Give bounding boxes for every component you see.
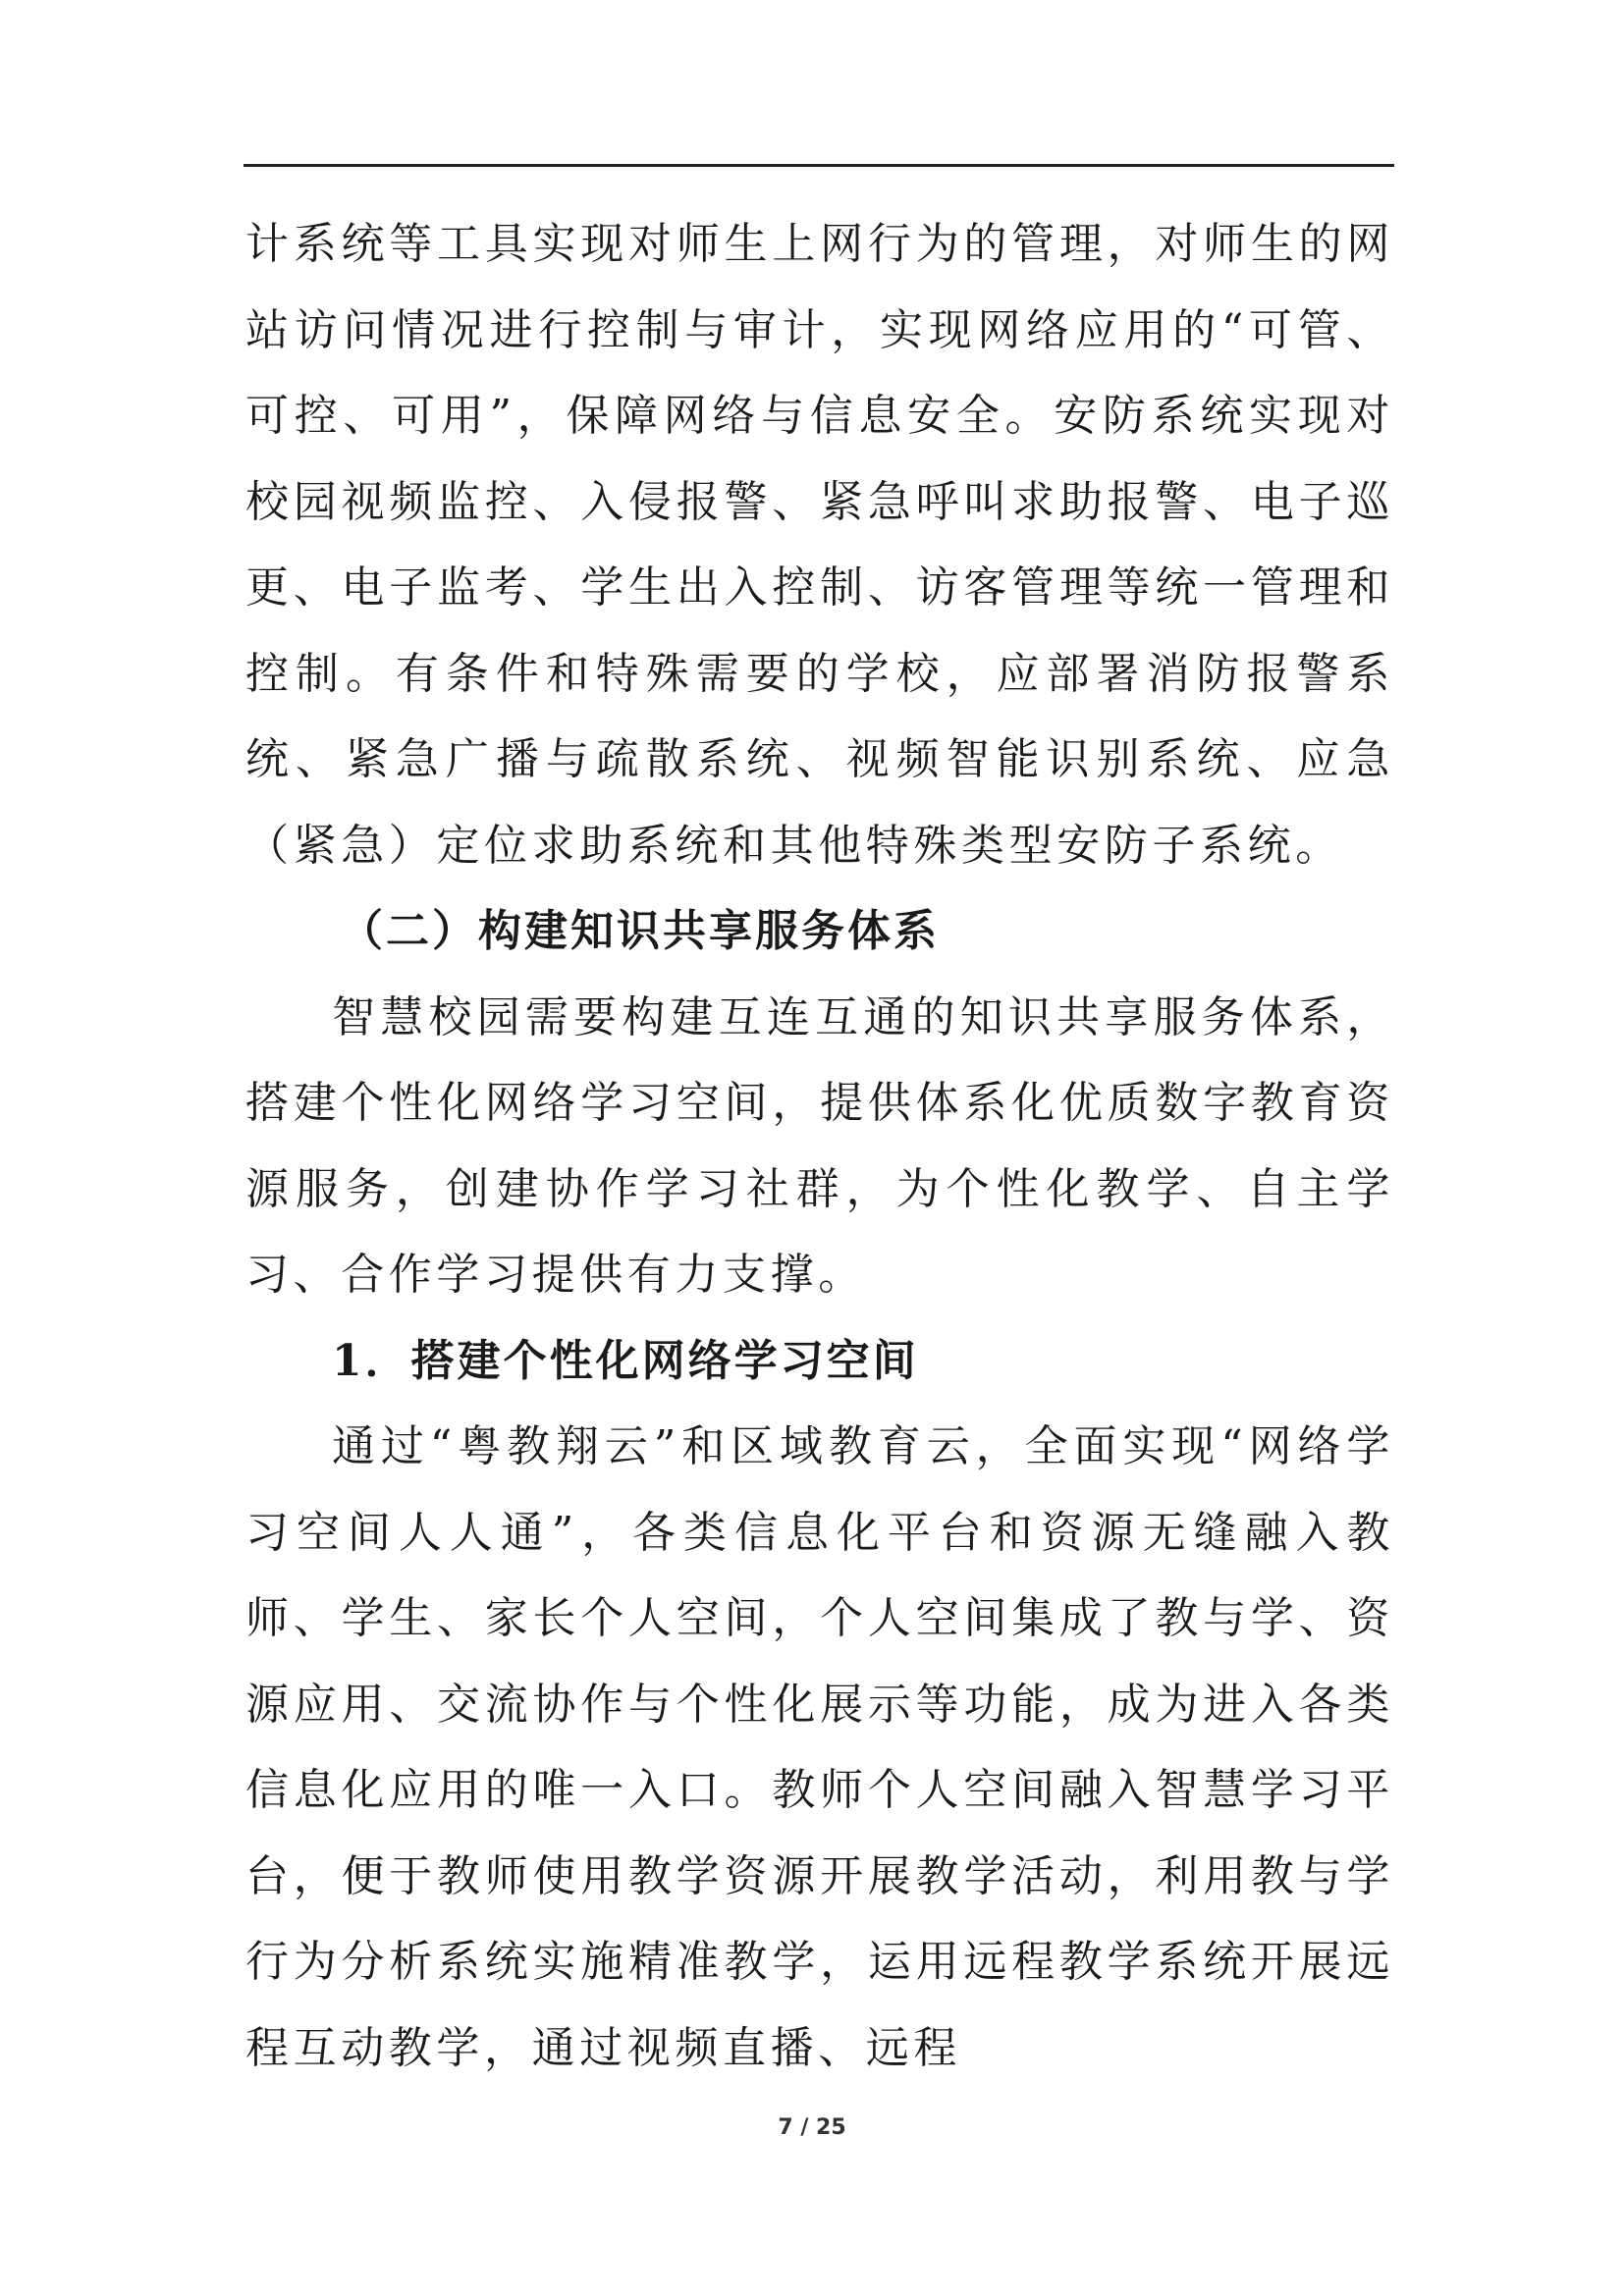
document-body	[245, 201, 1394, 2091]
body-paragraph-1: 计系统等工具实现对师生上网行为的管理，对师生的网站访问情况进行控制与审计，实现网络应用的“可管、可控、可用”，保障网络与信息安全。安防系统实现对校园视频监控、入侵报警、紧急呼叫求助报警、电子巡更、电子监考、学生出入控制、访客管理等统一管理和控制。有条件和特殊需要的学校，应部署消防报警系统、紧急广播与疏散系统、视频智能识别系统、应急（紧急）定位求助系统和其他特殊类型安防子系统。	[245, 219, 1394, 871]
sub-heading: 1．搭建个性化网络学习空间	[332, 1335, 919, 1386]
body-paragraph-2: 智慧校园需要构建互连互通的知识共享服务体系，搭建个性化网络学习空间，提供体系化优质数字教育资源服务，创建协作学习社群，为个性化教学、自主学习、合作学习提供有力支撑。	[245, 991, 1394, 1300]
page-number: 7 / 25	[778, 2115, 846, 2140]
header-rule	[244, 164, 1394, 167]
section-heading: （二）构建知识共享服务体系	[340, 906, 940, 956]
body-paragraph-3: 通过“粤教翔云”和区域教育云，全面实现“网络学习空间人人通”，各类信息化平台和资源无缝融入教师、学生、家长个人空间，个人空间集成了教与学、资源应用、交流协作与个性化展示等功能，成为进入各类信息化应用的唯一入口。教师个人空间融入智慧学习平台，便于教师使用教学资源开展教学活动，利用教与学行为分析系统实施精准教学，运用远程教学系统开展远程互动教学，通过视频直播、远程	[245, 1421, 1394, 2073]
